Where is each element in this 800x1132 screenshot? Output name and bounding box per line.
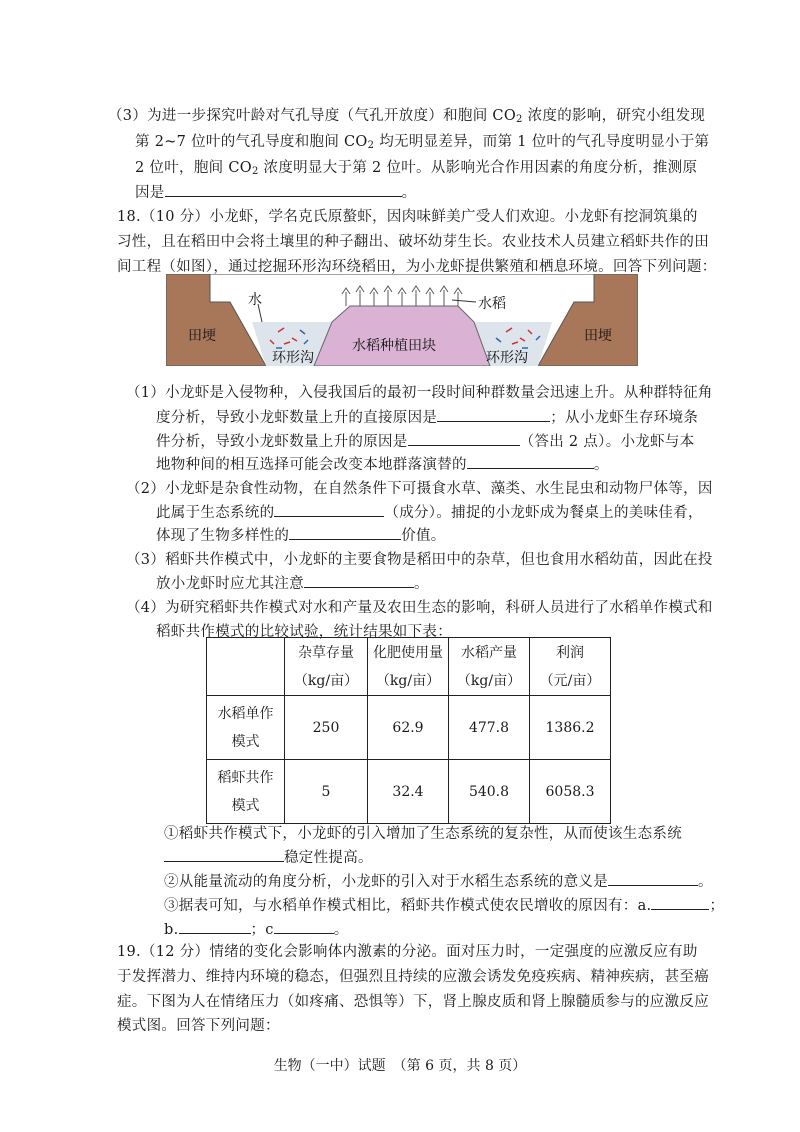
table-cell: 62.9 xyxy=(368,696,449,760)
table-cell: 540.8 xyxy=(449,760,530,824)
q18-4-line-2: 稻虾共作模式的比较试验，统计结果如下表： xyxy=(156,624,452,640)
water-label: 水 xyxy=(248,292,262,308)
rice-planting-block xyxy=(314,306,490,366)
table-cell: 1386.2 xyxy=(530,696,611,760)
answer-blank[interactable] xyxy=(608,871,698,886)
q18-3-line-2: 放小龙虾时应尤其注意 。 xyxy=(156,572,429,593)
table-header-row xyxy=(207,638,611,696)
answer-blank[interactable] xyxy=(179,919,251,934)
q18-1-line-2: 度分析，导致小龙虾数量上升的直接原因是 ；从小龙虾生存环境条 xyxy=(156,406,698,427)
answer-blank[interactable] xyxy=(164,847,284,862)
rice-crayfish-field-diagram xyxy=(166,274,638,366)
left-bank-label: 田埂 xyxy=(188,328,216,344)
q18-2-line-3: 体现了生物多样性的 价值。 xyxy=(156,524,446,545)
row-label: 水稻单作 模式 xyxy=(207,696,285,760)
answer-blank[interactable] xyxy=(408,431,520,446)
table-cell: 32.4 xyxy=(368,760,449,824)
table-row xyxy=(207,760,611,824)
right-bank-label: 田埂 xyxy=(584,328,612,344)
answer-blank[interactable] xyxy=(467,454,594,469)
q17-3-line-1: （3）为进一步探究叶龄对气孔导度（气孔开放度）和胞间 $CO_2$ 浓度的影响，研究小组发现 xyxy=(108,108,706,125)
q18-4-sub2: ②从能量流动的角度分析，小龙虾的引入对于水稻生态系统的意义是 。 xyxy=(164,870,713,891)
q18-4-line-1: （4）为研究稻虾共作模式对水和产量及农田生态的影响，科研人员进行了水稻单作模式和 xyxy=(126,600,713,616)
answer-blank[interactable] xyxy=(651,895,709,910)
table-corner-cell xyxy=(207,638,285,696)
table-cell: 5 xyxy=(285,760,368,824)
q18-line-2: 习性，且在稻田中会将土壤里的种子翻出、破坏幼芽生长。农业技术人员建立稻虾共作的田 xyxy=(117,234,709,250)
table-header-cell: 化肥使用量 （kg/亩） xyxy=(368,638,449,696)
q18-line-3: 间工程（如图），通过挖掘环形沟环绕稻田，为小龙虾提供繁殖和栖息环境。回答下列问题： xyxy=(117,259,717,275)
q17-3-line-3: 2 位叶，胞间 $CO_2$ 浓度明显大于第 2 位叶。从影响光合作用因素的角度分析，推测原 xyxy=(135,160,698,177)
q18-4-sub1-line-1: ①稻虾共作模式下，小龙虾的引入增加了生态系统的复杂性，从而使该生态系统 xyxy=(164,826,682,842)
q19-line-4: 模式图。回答下列问题： xyxy=(117,1018,280,1034)
q18-2-line-1: （2）小龙虾是杂食性动物，在自然条件下可摄食水草、藻类、水生昆虫和动物尸体等，因 xyxy=(126,481,713,497)
page-footer: 生物（一中）试题 （第 6 页，共 8 页） xyxy=(273,1058,527,1074)
rice-label: 水稻 xyxy=(478,296,506,312)
right-ditch-label: 环形沟 xyxy=(486,350,528,366)
table-cell: 250 xyxy=(285,696,368,760)
q18-4-sub1-line-2: 稳定性提高。 xyxy=(164,846,373,867)
rice-pointer xyxy=(452,300,476,302)
q18-line-1: 18.（10 分）小龙虾，学名克氏原螯虾，因肉味鲜美广受人们欢迎。小龙虾有挖洞筑巢的 xyxy=(117,209,698,225)
q18-2-line-2: 此属于生态系统的 （成分）。捕捉的小龙虾成为餐桌上的美味佳肴， xyxy=(156,501,703,522)
q17-3-line-4: 因是 。 xyxy=(135,181,416,202)
q18-1-line-4: 地物种间的相互选择可能会改变本地群落演替的 。 xyxy=(156,453,609,474)
answer-blank[interactable] xyxy=(304,573,414,588)
rice-plants xyxy=(342,286,462,306)
q18-3-line-1: （3）稻虾共作模式中，小龙虾的主要食物是稻田中的杂草，但也食用水稻幼苗，因此在投 xyxy=(126,552,713,568)
answer-blank[interactable] xyxy=(289,525,401,540)
center-block-label: 水稻种植田块 xyxy=(352,338,436,354)
answer-blank[interactable] xyxy=(165,182,402,197)
table-header-cell: 杂草存量 （kg/亩） xyxy=(285,638,368,696)
q19-line-2: 于发挥潜力、维持内环境的稳态，但强烈且持续的应激会诱发免疫疾病、精神疾病，甚至癌 xyxy=(117,969,709,985)
answer-blank[interactable] xyxy=(437,407,550,422)
q18-4-sub3-line-1: ③据表可知，与水稻单作模式相比，稻虾共作模式使农民增收的原因有：a. ； xyxy=(164,894,724,915)
table-header-cell: 利润 （元/亩） xyxy=(530,638,611,696)
right-bank xyxy=(538,274,638,366)
left-ditch-label: 环形沟 xyxy=(272,350,314,366)
comparison-table xyxy=(206,637,611,824)
q19-line-3: 症。下图为人在情绪压力（如疼痛、恐惧等）下，肾上腺皮质和肾上腺髓质参与的应激反应 xyxy=(117,994,709,1010)
q18-4-sub3-line-2: b. ；c 。 xyxy=(164,918,349,939)
table-header-cell: 水稻产量 （kg/亩） xyxy=(449,638,530,696)
q18-1-line-1: （1）小龙虾是入侵物种，入侵我国后的最初一段时间种群数量会迅速上升。从种群特征角 xyxy=(126,385,713,401)
answer-blank[interactable] xyxy=(274,502,384,517)
left-bank xyxy=(166,274,266,366)
table-cell: 6058.3 xyxy=(530,760,611,824)
row-label: 稻虾共作 模式 xyxy=(207,760,285,824)
q17-3-line-2: 第 2~7 位叶的气孔导度和胞间 $CO_2$ 均无明显差异，而第 1 位叶的气孔导度明显小于第 xyxy=(135,134,710,151)
q19-line-1: 19.（12 分）情绪的变化会影响体内激素的分泌。面对压力时，一定强度的应激反应有助 xyxy=(117,944,698,960)
table-row xyxy=(207,696,611,760)
q18-1-line-3: 件分析，导致小龙虾数量上升的原因是 （答出 2 点）。小龙虾与本 xyxy=(156,430,695,451)
answer-blank[interactable] xyxy=(274,919,334,934)
table-cell: 477.8 xyxy=(449,696,530,760)
